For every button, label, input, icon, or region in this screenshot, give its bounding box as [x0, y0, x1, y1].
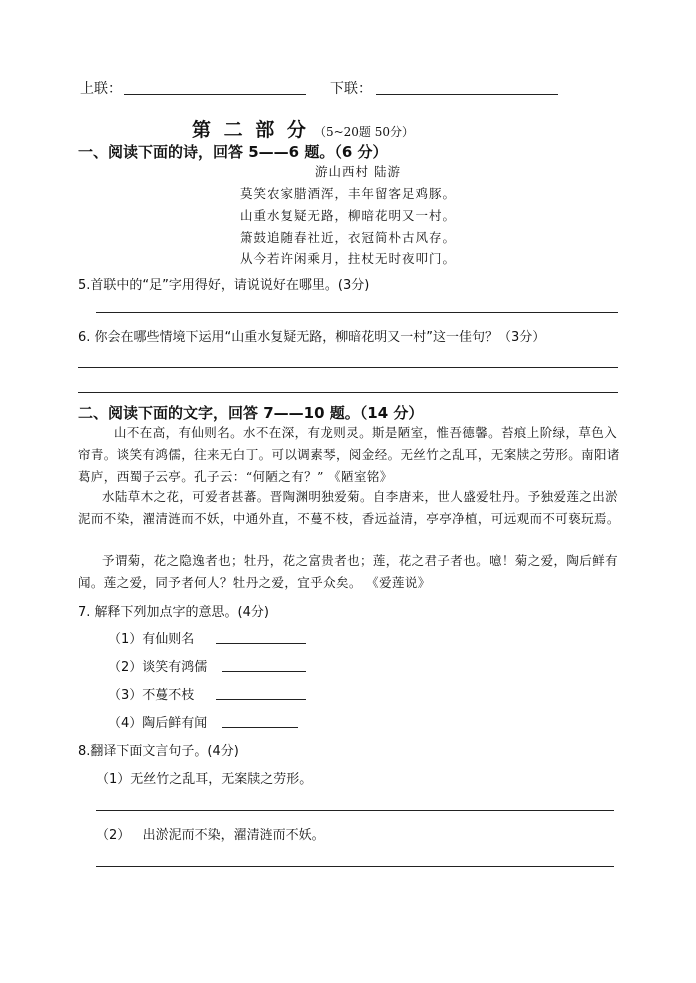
- passage-ai-lian-shuo-2: 予谓菊，花之隐逸者也；牡丹，花之富贵者也；莲，花之君子者也。噫！菊之爱，陶后鲜有闻。莲之爱，同予者何人？牡丹之爱，宜乎众矣。 《爱莲说》: [78, 553, 619, 590]
- lower-couplet-label: 下联：: [330, 81, 372, 97]
- upper-couplet-label: 上联：: [80, 81, 122, 97]
- poem-line-1: 莫笑农家腊酒浑，丰年留客足鸡豚。: [239, 186, 456, 201]
- passage-ai-lian-shuo-1: 水陆草木之花，可爱者甚蕃。晋陶渊明独爱菊。自李唐来，世人盛爱牡丹。予独爱莲之出淤泥而不染，濯清涟而不妖，中通外直，不蔓不枝，香远益清，亭亭净植，可远观而不可亵玩焉。: [78, 489, 620, 526]
- poem-line-2: 山重水复疑无路，柳暗花明又一村。: [239, 208, 456, 223]
- question-6-answer-line-1[interactable]: [78, 367, 618, 368]
- q7-item-2: （2）谈笑有鸿儒: [108, 660, 208, 675]
- question-5: 5.首联中的“足”字用得好，请说说好在哪里。(3分): [78, 278, 370, 293]
- q7-item-4-answer-line[interactable]: [222, 727, 298, 728]
- section-2-heading: 二、阅读下面的文字，回答 7——10 题。（14 分）: [78, 404, 424, 422]
- passage-lou-shi-ming: 山不在高，有仙则名。水不在深，有龙则灵。斯是陋室，惟吾德馨。苔痕上阶绿，草色入帘青。谈笑有鸿儒，往来无白丁。可以调素琴，阅金经。无丝竹之乱耳，无案牍之劳形。南阳诸葛庐，西蜀子云亭。孔子云：“何陋之有？” 《陋室铭》: [78, 425, 620, 484]
- question-7: 7. 解释下列加点字的意思。(4分): [78, 605, 269, 620]
- q7-item-4: （4）陶后鲜有闻: [108, 716, 208, 731]
- part-title-note: （5~20题 50分）: [313, 125, 414, 139]
- q7-item-1-answer-line[interactable]: [216, 643, 306, 644]
- lower-couplet-answer-line[interactable]: [376, 94, 558, 95]
- question-5-answer-line[interactable]: [96, 312, 618, 313]
- q7-item-3-answer-line[interactable]: [216, 699, 306, 700]
- question-8: 8.翻译下面文言句子。(4分): [78, 744, 239, 759]
- q7-item-3: （3）不蔓不枝: [108, 688, 195, 703]
- poem-line-4: 从今若许闲乘月，拄杖无时夜叩门。: [239, 251, 456, 266]
- q7-item-2-answer-line[interactable]: [222, 671, 306, 672]
- q8-item-2: （2） 出淤泥而不染，濯清涟而不妖。: [96, 828, 325, 843]
- poem-title: 游山西村 陆游: [315, 164, 401, 179]
- poem-line-3: 箫鼓追随春社近，衣冠简朴古风存。: [239, 230, 456, 245]
- upper-couplet-answer-line[interactable]: [124, 94, 306, 95]
- question-6: 6. 你会在哪些情境下运用“山重水复疑无路，柳暗花明又一村”这一佳句？（3分）: [78, 330, 546, 345]
- question-6-answer-line-2[interactable]: [78, 392, 618, 393]
- part-title-block: [192, 115, 414, 142]
- q8-item-1-answer-line[interactable]: [96, 810, 614, 811]
- q8-item-1: （1）无丝竹之乱耳，无案牍之劳形。: [96, 772, 313, 787]
- q7-item-1: （1）有仙则名: [108, 632, 195, 647]
- section-1-heading: 一、阅读下面的诗，回答 5——6 题。（6 分）: [78, 143, 388, 161]
- q8-item-2-answer-line[interactable]: [96, 866, 614, 867]
- part-title: 第 二 部 分: [192, 119, 309, 141]
